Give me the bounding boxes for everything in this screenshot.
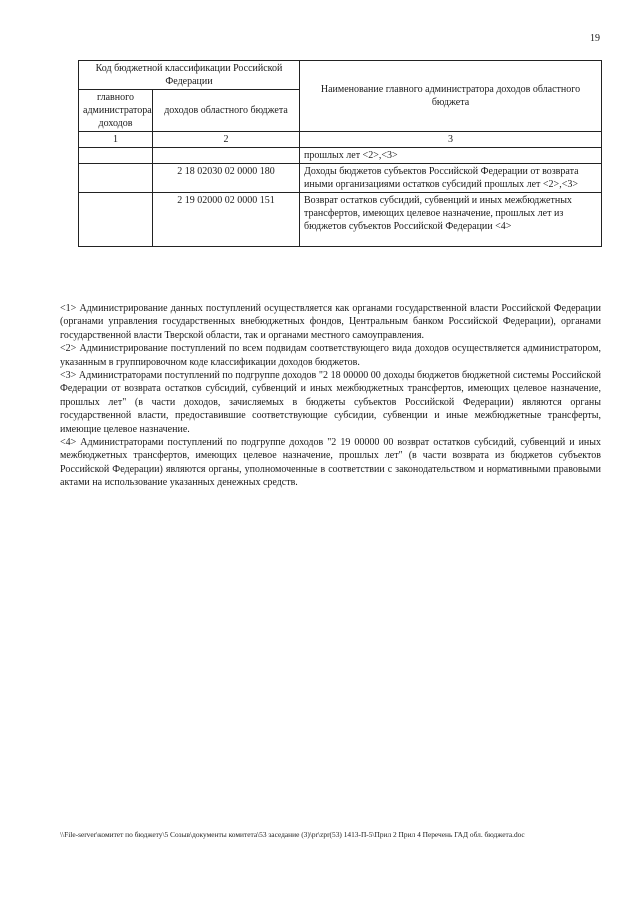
table-header-row — [79, 61, 602, 90]
header-revenue-code: доходов областного бюджета — [153, 90, 300, 132]
table-row — [79, 148, 602, 164]
budget-classification-table — [78, 60, 602, 247]
table-row — [79, 164, 602, 193]
cell-name: прошлых лет <2>,<3> — [300, 148, 602, 164]
cell-code — [153, 148, 300, 164]
cell-name: Возврат остатков субсидий, субвенций и иных межбюджетных трансфертов, имеющих целевое назначение, прошлых лет из бюджетов субъектов Российской Федерации <4> — [300, 193, 602, 247]
cell-code: 2 19 02000 02 0000 151 — [153, 193, 300, 247]
footnote: <4> Администраторами поступлений по подгруппе доходов "2 19 00000 00 возврат остатков субсидий, субвенций и иных межбюджетных трансфертов, имеющих целевое назначение, прошлых лет" (в части возврата из бюджетов субъектов Российской Федерации) являются органы, уполномоченные в соответствии с законодательством и нормативными правовыми актами на использование указанных денежных средств. — [60, 437, 601, 489]
footnote: <2> Администрирование поступлений по всем подвидам соответствующего вида доходов осуществляется администратором, указанным в группировочном коде классификации доходов бюджетов. — [60, 343, 601, 368]
column-number: 2 — [153, 132, 300, 148]
column-number: 1 — [79, 132, 153, 148]
header-admin-code: главного администратора доходов — [79, 90, 153, 132]
file-path-footer: \\File-server\комитет по бюджету\5 Созыв\документы комитета\53 заседание (3)\pr\zpr(53) 1413-П-5\Прил 2 Прил 4 Перечень ГАД обл. бюджета.doc — [60, 830, 525, 839]
page-number: 19 — [590, 33, 600, 44]
column-numbers-row — [79, 132, 602, 148]
cell-admin — [79, 148, 153, 164]
cell-admin — [79, 164, 153, 193]
cell-code: 2 18 02030 02 0000 180 — [153, 164, 300, 193]
footnote: <3> Администраторами поступлений по подгруппе доходов "2 18 00000 00 доходы бюджетов бюджетной системы Российской Федерации от возврата остатков субсидий, субвенций и иных межбюджетных трансфертов, имеющих целевое назначение, прошлых лет" (в части доходов, зачисляемых в бюджеты субъектов Российской Федерации) являются органы государственной власти, предоставившие соответствующие субсидии, субвенции и иные межбюджетные трансферты, имеющие целевое назначение. — [60, 370, 601, 435]
header-name: Наименование главного администратора доходов областного бюджета — [300, 61, 602, 132]
header-code-group: Код бюджетной классификации Российской Федерации — [79, 61, 300, 90]
column-number: 3 — [300, 132, 602, 148]
cell-name: Доходы бюджетов субъектов Российской Федерации от возврата иными организациями остатков субсидий прошлых лет <2>,<3> — [300, 164, 602, 193]
footnote: <1> Администрирование данных поступлений осуществляется как органами государственной власти Российской Федерации (органами управления государственных внебюджетных фондов, Центральным банком Российской Федерации), органами государственной власти Тверской области, так и органами местного самоуправления. — [60, 303, 601, 341]
table-row — [79, 193, 602, 247]
cell-admin — [79, 193, 153, 247]
footnotes — [60, 302, 601, 490]
